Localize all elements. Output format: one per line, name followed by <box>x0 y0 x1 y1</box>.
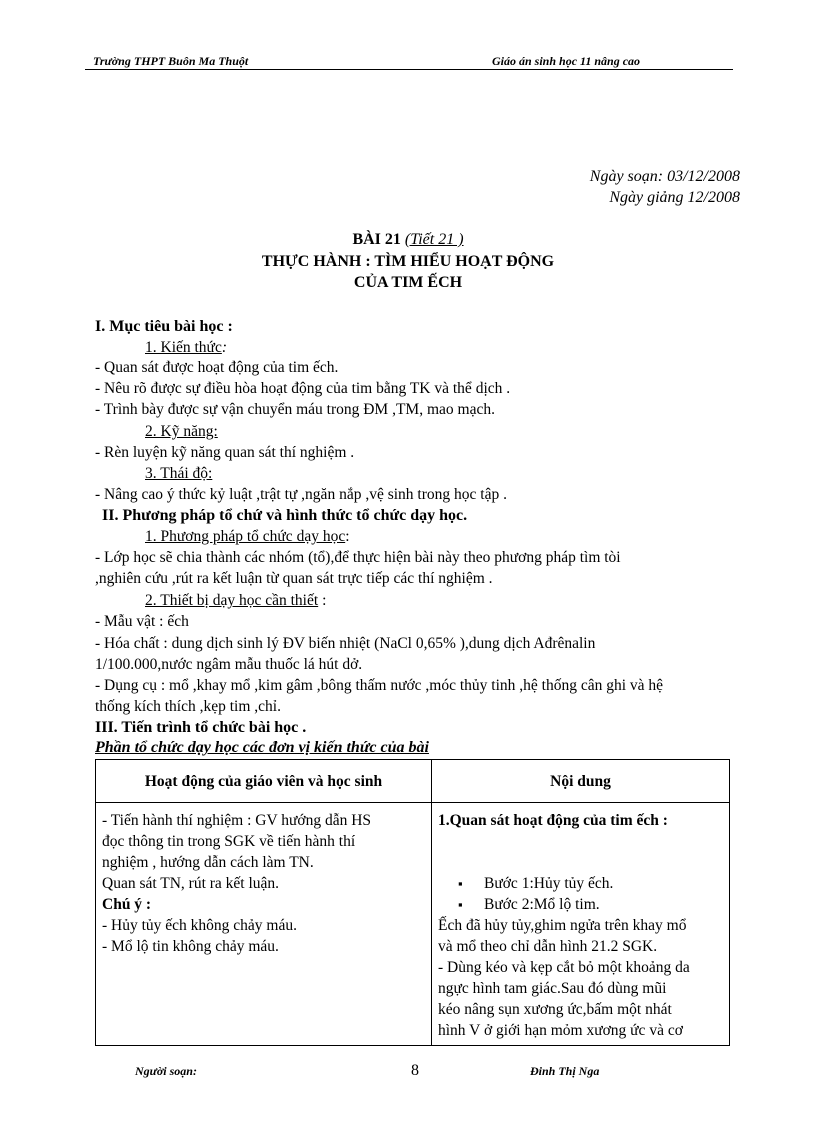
section-3-heading: III. Tiến trình tổ chức bài học . <box>95 719 307 736</box>
page-number: 8 <box>411 1062 419 1079</box>
col-content-header: Nội dung <box>432 760 730 803</box>
attitude-heading: 3. Thái độ: <box>145 465 213 482</box>
content-line: hình V ở giới hạn mỏm xương ức và cơ <box>438 1022 683 1039</box>
activities-cell <box>96 803 432 1046</box>
content-line: ngực hình tam giác.Sau đó dùng mũi <box>438 980 667 997</box>
method-text: - Lớp học sẽ chia thành các nhóm (tổ),để thực hiện bài này theo phương pháp tìm tòi <box>95 549 621 566</box>
content-line: và mổ theo chỉ dẫn hình 21.2 SGK. <box>438 938 658 955</box>
activity-line: đọc thông tin trong SGK về tiến hành thí <box>102 833 356 850</box>
equipment-item: - Hóa chất : dung dịch sinh lý ĐV biến nhiệt (NaCl 0,65% ),dung dịch Ađrênalin <box>95 635 596 652</box>
section-1-heading: I. Mục tiêu bài học : <box>95 318 233 335</box>
header-course: Giáo án sinh học 11 nâng cao <box>492 54 641 68</box>
col-activities-header: Hoạt động của giáo viên và học sinh <box>96 760 432 803</box>
method-heading <box>145 528 350 546</box>
lesson-table <box>95 759 730 1046</box>
equipment-label: 2. Thiết bị dạy học cần thiết <box>145 592 319 609</box>
date-taught: Ngày giảng 12/2008 <box>609 189 740 206</box>
equipment-item: thống kích thích ,kẹp tim ,chỉ. <box>95 698 281 715</box>
lesson-period: (Tiết 21 ) <box>404 231 464 248</box>
content-line: Ếch đã hủy tủy,ghim ngửa trên khay mổ <box>438 917 687 934</box>
skills-heading: 2. Kỹ năng: <box>145 423 218 440</box>
note-item: - Mổ lộ tin không chảy máu. <box>102 938 279 955</box>
lesson-title <box>0 231 816 249</box>
equipment-item: - Mẫu vật : ếch <box>95 613 189 630</box>
table-row <box>96 803 730 1046</box>
knowledge-item: - Trình bày được sự vận chuyển máu trong ĐM ,TM, mao mạch. <box>95 401 495 418</box>
equipment-heading <box>145 592 326 610</box>
note-label: Chú ý : <box>102 896 152 913</box>
header-rule <box>85 69 733 70</box>
lesson-number: BÀI 21 <box>352 231 401 248</box>
knowledge-heading <box>145 339 227 357</box>
method-text: ,nghiên cứu ,rút ra kết luận từ quan sát trực tiếp các thí nghiệm . <box>95 570 493 587</box>
table-header-row <box>96 760 730 803</box>
method-colon: : <box>345 528 350 545</box>
step-item: ▪ Bước 2:Mổ lộ tim. <box>458 894 723 915</box>
step-item: ▪ Bước 1:Hủy tủy ếch. <box>458 873 723 894</box>
method-label: 1. Phương pháp tổ chức dạy học <box>145 528 346 545</box>
equipment-item: 1/100.000,nước ngâm mẫu thuốc lá hút dở. <box>95 656 363 673</box>
footer-author-name: Đinh Thị Nga <box>530 1064 600 1078</box>
section-2-heading: II. Phương pháp tổ chứ và hình thức tổ chức dạy học. <box>102 507 468 524</box>
section-3-subheading: Phần tổ chức dạy học các đơn vị kiến thức của bài <box>95 739 429 756</box>
attitude-item: - Nâng cao ý thức kỷ luật ,trật tự ,ngăn nắp ,vệ sinh trong học tập . <box>95 486 507 503</box>
activity-line: - Tiến hành thí nghiệm : GV hướng dẫn HS <box>102 812 372 829</box>
title-line-1: THỰC HÀNH : TÌM HIỂU HOẠT ĐỘNG <box>261 253 555 270</box>
content-line: - Dùng kéo và kẹp cắt bỏ một khoảng da <box>438 959 690 976</box>
activity-line: nghiệm , hướng dẫn cách làm TN. <box>102 854 314 871</box>
knowledge-item: - Quan sát được hoạt động của tim ếch. <box>95 359 339 376</box>
date-prepared: Ngày soạn: 03/12/2008 <box>589 168 740 185</box>
content-line: kéo nâng sụn xương ức,bấm một nhát <box>438 1001 672 1018</box>
equipment-colon: : <box>318 592 327 609</box>
skills-item: - Rèn luyện kỹ năng quan sát thí nghiệm . <box>95 444 355 461</box>
title-line-2: CỦA TIM ẾCH <box>353 274 463 291</box>
content-cell <box>432 803 730 1046</box>
equipment-item: - Dụng cụ : mổ ,khay mổ ,kim gâm ,bông thấm nước ,móc thủy tinh ,hệ thống cân ghi và hệ <box>95 677 664 694</box>
steps-list <box>438 873 723 915</box>
knowledge-colon: : <box>221 339 228 356</box>
knowledge-item: - Nêu rõ được sự điều hòa hoạt động của tim bằng TK và thể dịch . <box>95 380 511 397</box>
content-heading: 1.Quan sát hoạt động của tim ếch : <box>438 812 668 829</box>
footer-author-label: Người soạn: <box>135 1064 197 1078</box>
knowledge-label: 1. Kiến thức <box>145 339 222 356</box>
activity-line: Quan sát TN, rút ra kết luận. <box>102 875 280 892</box>
header-school: Trường THPT Buôn Ma Thuột <box>93 54 249 68</box>
note-item: - Hủy tủy ếch không chảy máu. <box>102 917 297 934</box>
